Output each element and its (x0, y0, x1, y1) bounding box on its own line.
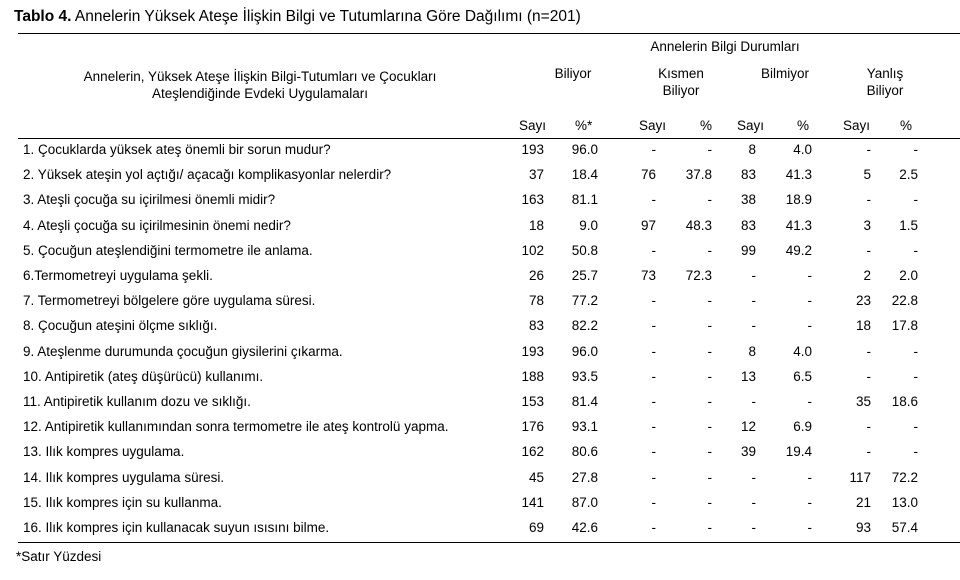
cell-kismen-pct: - (707, 343, 712, 359)
cell-biliyor-pct: 81.1 (571, 192, 598, 208)
kismen-header-line1: Kısmen (658, 66, 704, 81)
cell-kismen-pct: - (707, 142, 712, 157)
row-label: 9. Ateşlenme durumunda çocuğun giysilerini çıkarma. (23, 343, 343, 359)
cell-biliyor-pct: 50.8 (571, 242, 598, 258)
cell-kismen-sayi: - (651, 520, 656, 535)
cell-bilmiyor-pct: - (807, 494, 812, 510)
table-row (0, 470, 960, 495)
cell-bilmiyor-sayi: - (751, 520, 756, 535)
cell-bilmiyor-pct: - (807, 520, 812, 535)
table-row (0, 243, 960, 268)
cell-kismen-sayi: - (651, 444, 656, 460)
cell-biliyor-pct: 93.5 (571, 368, 598, 384)
cell-kismen-sayi: - (651, 394, 656, 409)
cell-bilmiyor-sayi: - (751, 318, 756, 334)
cell-bilmiyor-sayi: - (751, 268, 756, 283)
row-header-line1: Annelerin, Yüksek Ateşe İlişkin Bilgi-Tutumları ve Çocukları (83, 69, 437, 84)
yanlis-header (842, 65, 928, 99)
cell-yanlis-sayi: - (866, 142, 871, 157)
cell-biliyor-sayi: 176 (521, 419, 544, 435)
row-label: 11. Antipiretik kullanım dozu ve sıklığı. (23, 394, 251, 409)
row-label: 1. Çocuklarda yüksek ateş önemli bir sorun mudur? (23, 142, 331, 157)
cell-biliyor-sayi: 188 (521, 368, 544, 384)
cell-bilmiyor-pct: 4.0 (793, 343, 812, 359)
cell-bilmiyor-sayi: 8 (748, 343, 756, 359)
row-label: 5. Çocuğun ateşlendiğini termometre ile anlama. (23, 242, 313, 258)
group-header: Annelerin Bilgi Durumları (650, 39, 800, 54)
cell-kismen-pct: - (707, 494, 712, 510)
table-row (0, 444, 960, 469)
cell-yanlis-pct: 17.8 (891, 318, 918, 334)
cell-bilmiyor-sayi: 13 (740, 368, 756, 384)
cell-bilmiyor-pct: 6.5 (793, 368, 812, 384)
row-label: 4. Ateşli çocuğa su içirilmesinin önemi nedir? (23, 217, 291, 233)
cell-biliyor-sayi: 102 (521, 242, 544, 258)
cell-biliyor-sayi: 163 (521, 192, 544, 208)
cell-biliyor-sayi: 83 (528, 318, 544, 334)
row-label: 15. Ilık kompres için su kullanma. (23, 494, 222, 510)
subheader-bilmiyor-sayi: Sayı (737, 118, 765, 133)
cell-bilmiyor-pct: - (807, 469, 812, 485)
table-row (0, 192, 960, 217)
cell-kismen-pct: - (707, 293, 712, 309)
cell-biliyor-pct: 77.2 (571, 293, 598, 309)
row-label: 13. Ilık kompres uygulama. (23, 444, 185, 460)
subheader-kismen-sayi: Sayı (639, 118, 667, 133)
cell-biliyor-pct: 25.7 (571, 268, 598, 283)
cell-yanlis-sayi: 2 (863, 268, 871, 283)
cell-kismen-pct: 72.3 (685, 268, 712, 283)
yanlis-header-line2: Biliyor (866, 83, 904, 98)
cell-bilmiyor-pct: 41.3 (785, 167, 812, 183)
cell-bilmiyor-sayi: - (751, 469, 756, 485)
cell-kismen-pct: - (707, 242, 712, 258)
cell-yanlis-pct: - (913, 343, 918, 359)
table-row (0, 369, 960, 394)
cell-kismen-sayi: 73 (640, 268, 656, 283)
cell-bilmiyor-sayi: 83 (740, 217, 756, 233)
cell-kismen-pct: - (707, 192, 712, 208)
cell-yanlis-pct: 2.5 (899, 167, 918, 183)
cell-yanlis-sayi: - (866, 419, 871, 435)
cell-kismen-pct: - (707, 419, 712, 435)
cell-yanlis-pct: 13.0 (891, 494, 918, 510)
cell-yanlis-pct: - (913, 419, 918, 435)
cell-yanlis-sayi: 21 (855, 494, 871, 510)
cell-biliyor-sayi: 141 (521, 494, 544, 510)
subheader-biliyor-sayi: Sayı (519, 118, 547, 133)
cell-yanlis-sayi: 35 (855, 394, 871, 409)
cell-yanlis-pct: - (913, 368, 918, 384)
cell-biliyor-pct: 42.6 (571, 520, 598, 535)
cell-yanlis-pct: 1.5 (899, 217, 918, 233)
row-label: 6.Termometreyi uygulama şekli. (23, 268, 213, 283)
cell-yanlis-pct: - (913, 444, 918, 460)
cell-bilmiyor-sayi: 99 (740, 242, 756, 258)
cell-biliyor-sayi: 78 (528, 293, 544, 309)
table-row (0, 167, 960, 192)
cell-kismen-sayi: - (651, 494, 656, 510)
biliyor-header: Biliyor (554, 66, 592, 81)
subheader-yanlis-sayi: Sayı (843, 118, 871, 133)
cell-bilmiyor-pct: 18.9 (785, 192, 812, 208)
cell-bilmiyor-pct: 19.4 (785, 444, 812, 460)
cell-yanlis-pct: 22.8 (891, 293, 918, 309)
cell-yanlis-pct: 2.0 (899, 268, 918, 283)
cell-biliyor-pct: 96.0 (571, 343, 598, 359)
cell-biliyor-sayi: 45 (528, 469, 544, 485)
cell-yanlis-sayi: - (866, 343, 871, 359)
cell-yanlis-pct: - (913, 142, 918, 157)
cell-bilmiyor-pct: - (807, 318, 812, 334)
cell-biliyor-pct: 96.0 (571, 142, 598, 157)
cell-bilmiyor-pct: 6.9 (793, 419, 812, 435)
cell-biliyor-pct: 93.1 (571, 419, 598, 435)
cell-yanlis-sayi: - (866, 192, 871, 208)
cell-kismen-pct: - (707, 394, 712, 409)
cell-bilmiyor-sayi: 39 (740, 444, 756, 460)
cell-bilmiyor-sayi: - (751, 494, 756, 510)
cell-kismen-pct: - (707, 469, 712, 485)
cell-kismen-sayi: 76 (640, 167, 656, 183)
row-label: 8. Çocuğun ateşini ölçme sıklığı. (23, 318, 218, 334)
cell-biliyor-sayi: 18 (528, 217, 544, 233)
row-label: 3. Ateşli çocuğa su içirilmesi önemli midir? (23, 192, 276, 208)
table-row (0, 142, 960, 167)
cell-biliyor-sayi: 162 (521, 444, 544, 460)
cell-bilmiyor-sayi: 8 (748, 142, 756, 157)
cell-bilmiyor-pct: - (807, 268, 812, 283)
cell-kismen-sayi: - (651, 318, 656, 334)
cell-yanlis-sayi: - (866, 242, 871, 258)
cell-kismen-pct: - (707, 444, 712, 460)
cell-yanlis-sayi: - (866, 444, 871, 460)
header-rule (18, 138, 960, 139)
cell-yanlis-pct: - (913, 242, 918, 258)
row-label: 7. Termometreyi bölgelere göre uygulama süresi. (23, 293, 316, 309)
cell-biliyor-sayi: 193 (521, 343, 544, 359)
yanlis-header-line1: Yanlış (866, 66, 904, 81)
cell-yanlis-sayi: 93 (855, 520, 871, 535)
cell-yanlis-sayi: 23 (855, 293, 871, 309)
cell-kismen-pct: 48.3 (685, 217, 712, 233)
cell-bilmiyor-pct: 4.0 (793, 142, 812, 157)
table-row (0, 268, 960, 293)
cell-bilmiyor-sayi: 38 (740, 192, 756, 208)
subheader-kismen-pct: % (700, 118, 713, 133)
cell-yanlis-pct: 72.2 (891, 469, 918, 485)
cell-yanlis-pct: 18.6 (891, 394, 918, 409)
cell-kismen-pct: - (707, 520, 712, 535)
table-row (0, 394, 960, 419)
cell-kismen-sayi: - (651, 192, 656, 208)
cell-biliyor-sayi: 69 (528, 520, 544, 535)
cell-biliyor-pct: 18.4 (571, 167, 598, 183)
row-label: 12. Antipiretik kullanımından sonra termometre ile ateş kontrolü yapma. (23, 419, 449, 435)
top-rule (18, 33, 960, 34)
cell-yanlis-sayi: - (866, 368, 871, 384)
cell-kismen-pct: 37.8 (685, 167, 712, 183)
cell-bilmiyor-sayi: - (751, 293, 756, 309)
table-title: Annelerin Yüksek Ateşe İlişkin Bilgi ve Tutumlarına Göre Dağılımı (n=201) (71, 8, 581, 25)
cell-biliyor-sayi: 153 (521, 394, 544, 409)
cell-kismen-pct: - (707, 368, 712, 384)
cell-bilmiyor-sayi: 83 (740, 167, 756, 183)
cell-biliyor-pct: 81.4 (571, 394, 598, 409)
table-number: Tablo 4. (14, 8, 72, 25)
cell-biliyor-pct: 27.8 (571, 469, 598, 485)
subheader-biliyor-pct: %* (575, 118, 593, 133)
table-row (0, 344, 960, 369)
cell-biliyor-pct: 87.0 (571, 494, 598, 510)
cell-kismen-sayi: - (651, 469, 656, 485)
cell-bilmiyor-sayi: - (751, 394, 756, 409)
cell-kismen-sayi: - (651, 419, 656, 435)
bottom-rule (18, 542, 960, 543)
cell-yanlis-sayi: 117 (849, 469, 871, 485)
footnote: *Satır Yüzdesi (16, 549, 102, 564)
subheader-bilmiyor-pct: % (797, 118, 810, 133)
table-row (0, 419, 960, 444)
table-row (0, 218, 960, 243)
kismen-header-line2: Biliyor (662, 83, 700, 98)
cell-kismen-pct: - (707, 318, 712, 334)
table-row (0, 318, 960, 343)
table-caption (14, 8, 581, 26)
cell-kismen-sayi: - (651, 242, 656, 258)
cell-biliyor-pct: 82.2 (571, 318, 598, 334)
cell-yanlis-sayi: 5 (863, 167, 871, 183)
cell-yanlis-pct: - (913, 192, 918, 208)
row-label: 10. Antipiretik (ateş düşürücü) kullanımı. (23, 368, 264, 384)
cell-bilmiyor-pct: 41.3 (785, 217, 812, 233)
cell-kismen-sayi: - (651, 142, 656, 157)
cell-bilmiyor-pct: - (807, 394, 812, 409)
cell-yanlis-sayi: 3 (863, 217, 871, 233)
cell-kismen-sayi: 97 (640, 217, 656, 233)
cell-bilmiyor-pct: 49.2 (785, 242, 812, 258)
cell-biliyor-pct: 80.6 (571, 444, 598, 460)
cell-bilmiyor-sayi: 12 (740, 419, 756, 435)
cell-biliyor-sayi: 26 (528, 268, 544, 283)
cell-kismen-sayi: - (651, 368, 656, 384)
row-header (40, 68, 480, 102)
table-row (0, 495, 960, 520)
cell-biliyor-pct: 9.0 (579, 217, 598, 233)
row-label: 16. Ilık kompres için kullanacak suyun ısısını bilme. (23, 520, 330, 535)
cell-kismen-sayi: - (651, 343, 656, 359)
cell-kismen-sayi: - (651, 293, 656, 309)
cell-yanlis-pct: 57.4 (891, 520, 918, 535)
cell-yanlis-sayi: 18 (855, 318, 871, 334)
table-row (0, 293, 960, 318)
cell-biliyor-sayi: 193 (521, 142, 544, 157)
subheader-yanlis-pct: % (900, 118, 913, 133)
row-label: 14. Ilık kompres uygulama süresi. (23, 469, 225, 485)
bilmiyor-header: Bilmiyor (760, 66, 809, 81)
row-header-line2: Ateşlendiğinde Evdeki Uygulamaları (151, 86, 369, 101)
cell-bilmiyor-pct: - (807, 293, 812, 309)
cell-biliyor-sayi: 37 (528, 167, 544, 183)
row-label: 2. Yüksek ateşin yol açtığı/ açacağı komplikasyonlar nelerdir? (23, 167, 392, 183)
kismen-header (635, 65, 727, 99)
